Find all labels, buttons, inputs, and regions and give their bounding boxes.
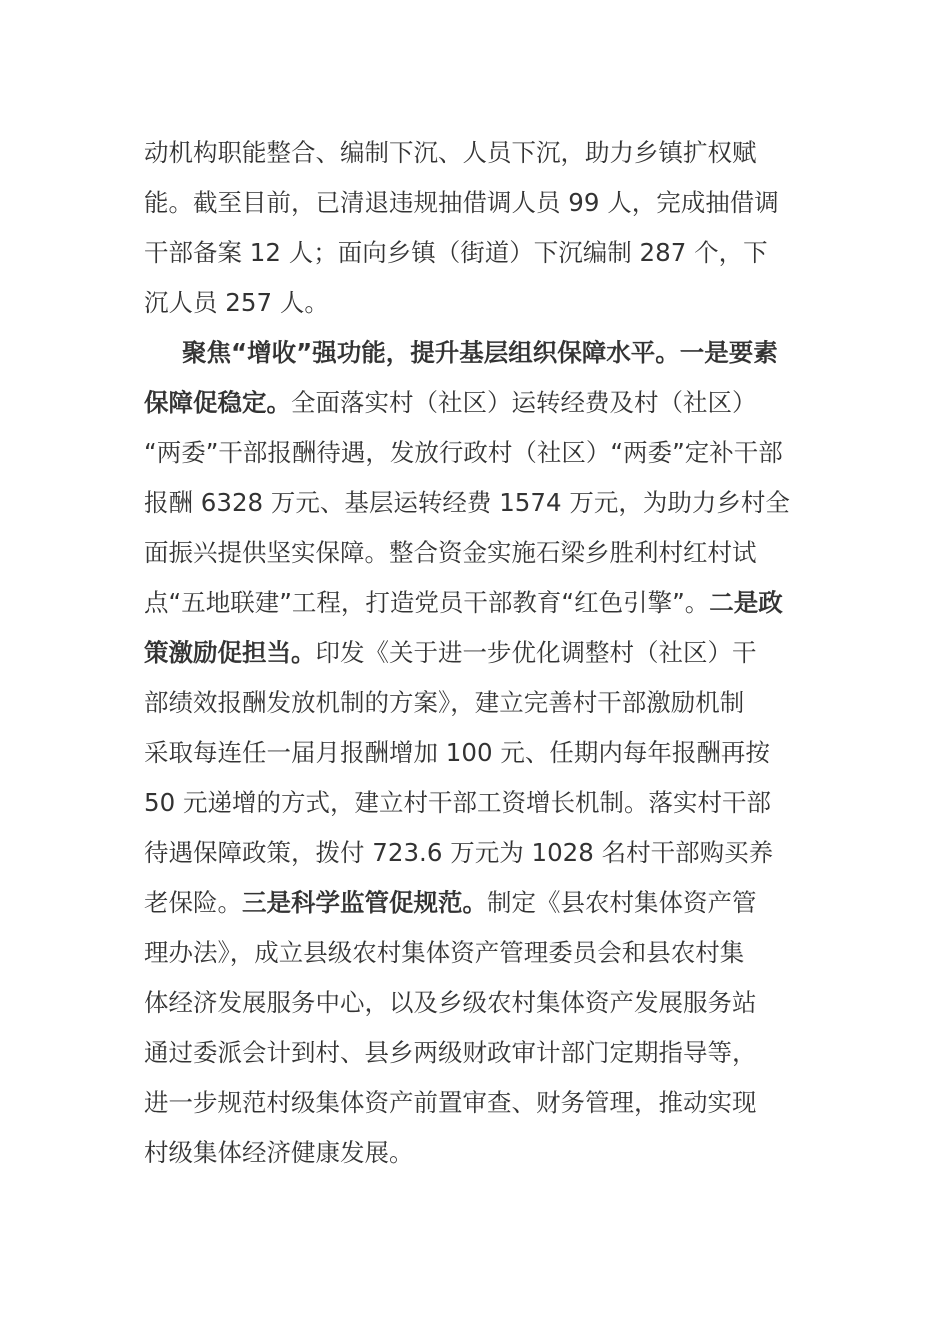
subheading-1: 保障促稳定。	[144, 388, 291, 417]
text-line: 报酬 6328 万元、基层运转经费 1574 万元，为助力乡村全	[144, 488, 790, 517]
text-line	[144, 628, 808, 678]
section-heading: 聚焦“增收”强功能，提升基层组织保障水平。一是要素	[182, 338, 778, 367]
text-line: 进一步规范村级集体资产前置审查、财务管理，推动实现	[144, 1088, 757, 1117]
text-segment: 点“五地联建”工程，打造党员干部教育“红色引擎”。	[144, 588, 710, 617]
text-segment: 印发《关于进一步优化调整村（社区）干	[315, 638, 757, 667]
text-line: 50 元递增的方式，建立村干部工资增长机制。落实村干部	[144, 788, 771, 817]
text-line: 部绩效报酬发放机制的方案》，建立完善村干部激励机制	[144, 688, 745, 717]
text-line: 沉人员 257 人。	[144, 288, 329, 317]
body-text	[144, 128, 808, 1178]
text-line: 能。截至目前，已清退违规抽借调人员 99 人，完成抽借调	[144, 188, 779, 217]
text-line	[144, 328, 808, 378]
text-line: 采取每连任一届月报酬增加 100 元、任期内每年报酬再按	[144, 738, 770, 767]
text-line: 面振兴提供坚实保障。整合资金实施石梁乡胜利村红村试	[144, 538, 757, 567]
subheading-3: 三是科学监管促规范。	[242, 888, 487, 917]
text-line: 干部备案 12 人；面向乡镇（街道）下沉编制 287 个，下	[144, 238, 768, 267]
text-line	[144, 578, 808, 628]
text-segment: 全面落实村（社区）运转经费及村（社区）	[291, 388, 757, 417]
text-line: 通过委派会计到村、县乡两级财政审计部门定期指导等，	[144, 1038, 757, 1067]
text-line: 理办法》，成立县级农村集体资产管理委员会和县农村集	[144, 938, 745, 967]
subheading-2-start: 二是政	[709, 588, 783, 617]
text-line: 动机构职能整合、编制下沉、人员下沉，助力乡镇扩权赋	[144, 138, 757, 167]
text-line: 体经济发展服务中心，以及乡级农村集体资产发展服务站	[144, 988, 757, 1017]
paragraph-1	[144, 128, 808, 328]
text-line	[144, 878, 808, 928]
text-line: 待遇保障政策，拨付 723.6 万元为 1028 名村干部购买养	[144, 838, 774, 867]
subheading-2-end: 策激励促担当。	[144, 638, 316, 667]
paragraph-2	[144, 328, 808, 1178]
text-line: 村级集体经济健康发展。	[144, 1138, 414, 1167]
text-segment: 老保险。	[144, 888, 242, 917]
text-line: “两委”干部报酬待遇，发放行政村（社区）“两委”定补干部	[144, 438, 783, 467]
text-segment: 制定《县农村集体资产管	[487, 888, 757, 917]
text-line	[144, 378, 808, 428]
